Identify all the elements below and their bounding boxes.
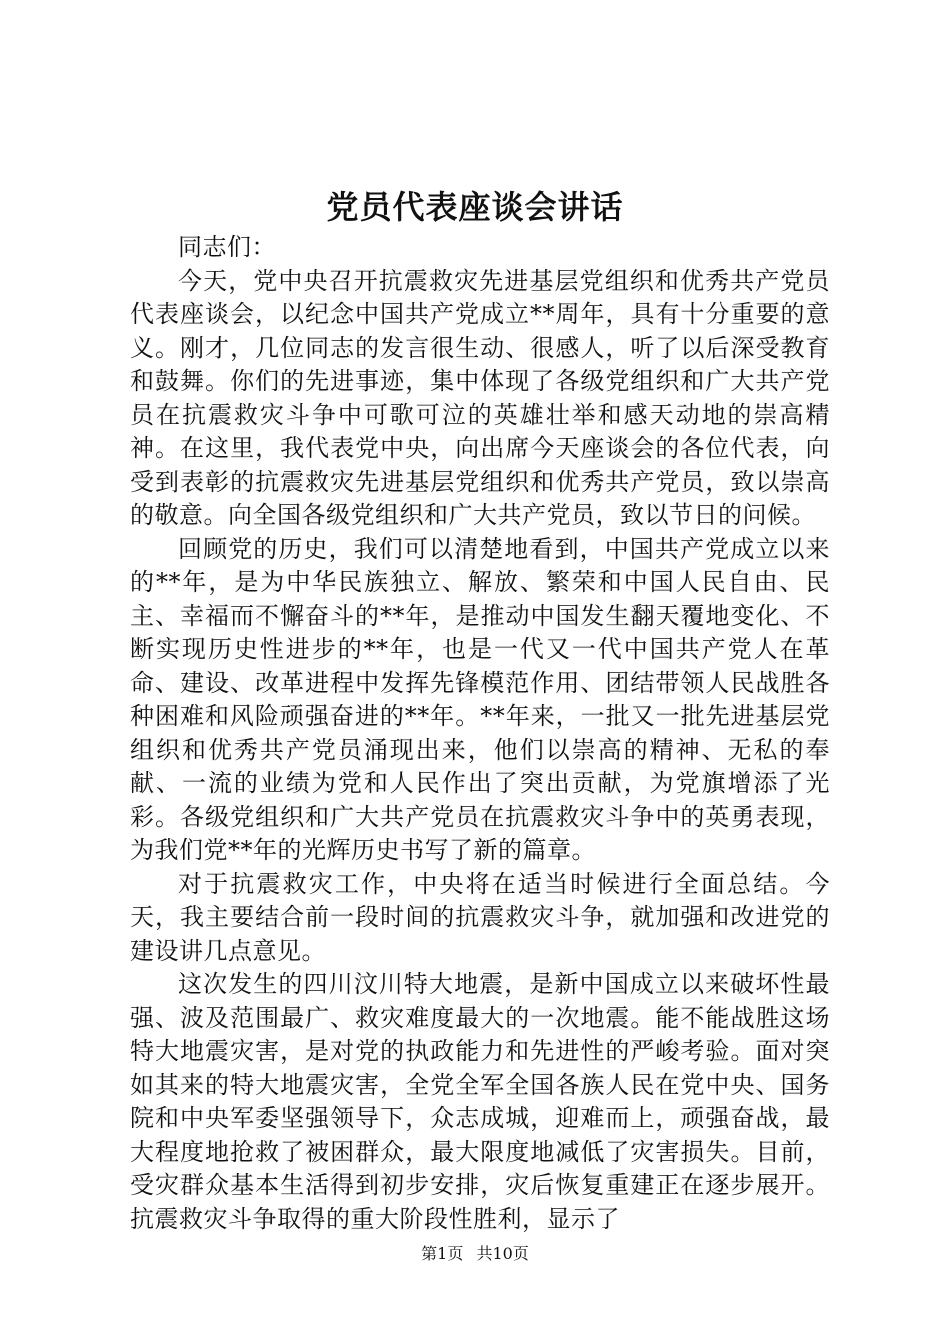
- page-total: 共10页: [476, 1244, 529, 1263]
- paragraph: 这次发生的四川汶川特大地震，是新中国成立以来破坏性最强、波及范围最广、救灾难度最大的一次地震。能不能战胜这场特大地震灾害，是对党的执政能力和先进性的严峻考验。面对突如其来的特大地震灾害，全党全军全国各族人民在党中央、国务院和中央军委坚强领导下，众志成城，迎难而上，顽强奋战，最大程度地抢救了被困群众，最大限度地减低了灾害损失。目前，受灾群众基本生活得到初步安排，灾后恢复重建正在逐步展开。抗震救灾斗争取得的重大阶段性胜利，显示了: [130, 970, 830, 1233]
- paragraph: 回顾党的历史，我们可以清楚地看到，中国共产党成立以来的**年，是为中华民族独立、解放、繁荣和中国人民自由、民主、幸福而不懈奋斗的**年，是推动中国发生翻天覆地变化、不断实现历史性进步的**年，也是一代又一代中国共产党人在革命、建设、改革进程中发挥先锋模范作用、团结带领人民战胜各种困难和风险顽强奋进的**年。**年来，一批又一批先进基层党组织和优秀共产党员涌现出来，他们以崇高的精神、无私的奉献、一流的业绩为党和人民作出了突出贡献，为党旗增添了光彩。各级党组织和广大共产党员在抗震救灾斗争中的英勇表现，为我们党**年的光辉历史书写了新的篇章。: [130, 534, 830, 864]
- document-title: 党员代表座谈会讲话: [326, 188, 624, 226]
- page-number: 第1页: [421, 1244, 464, 1263]
- document-body: [130, 231, 830, 1236]
- page-footer: [0, 1242, 950, 1266]
- paragraph-salutation: 同志们：: [178, 233, 276, 261]
- paragraph: 对于抗震救灾工作，中央将在适当时候进行全面总结。今天，我主要结合前一段时间的抗震救灾斗争，就加强和改进党的建设讲几点意见。: [130, 869, 830, 965]
- paragraph: 今天，党中央召开抗震救灾先进基层党组织和优秀共产党员代表座谈会，以纪念中国共产党成立**周年，具有十分重要的意义。刚才，几位同志的发言很生动、很感人，听了以后深受教育和鼓舞。你们的先进事迹，集中体现了各级党组织和广大共产党员在抗震救灾斗争中可歌可泣的英雄壮举和感天动地的崇高精神。在这里，我代表党中央，向出席今天座谈会的各位代表，向受到表彰的抗震救灾先进基层党组织和优秀共产党员，致以崇高的敬意。向全国各级党组织和广大共产党员，致以节日的问候。: [130, 266, 830, 529]
